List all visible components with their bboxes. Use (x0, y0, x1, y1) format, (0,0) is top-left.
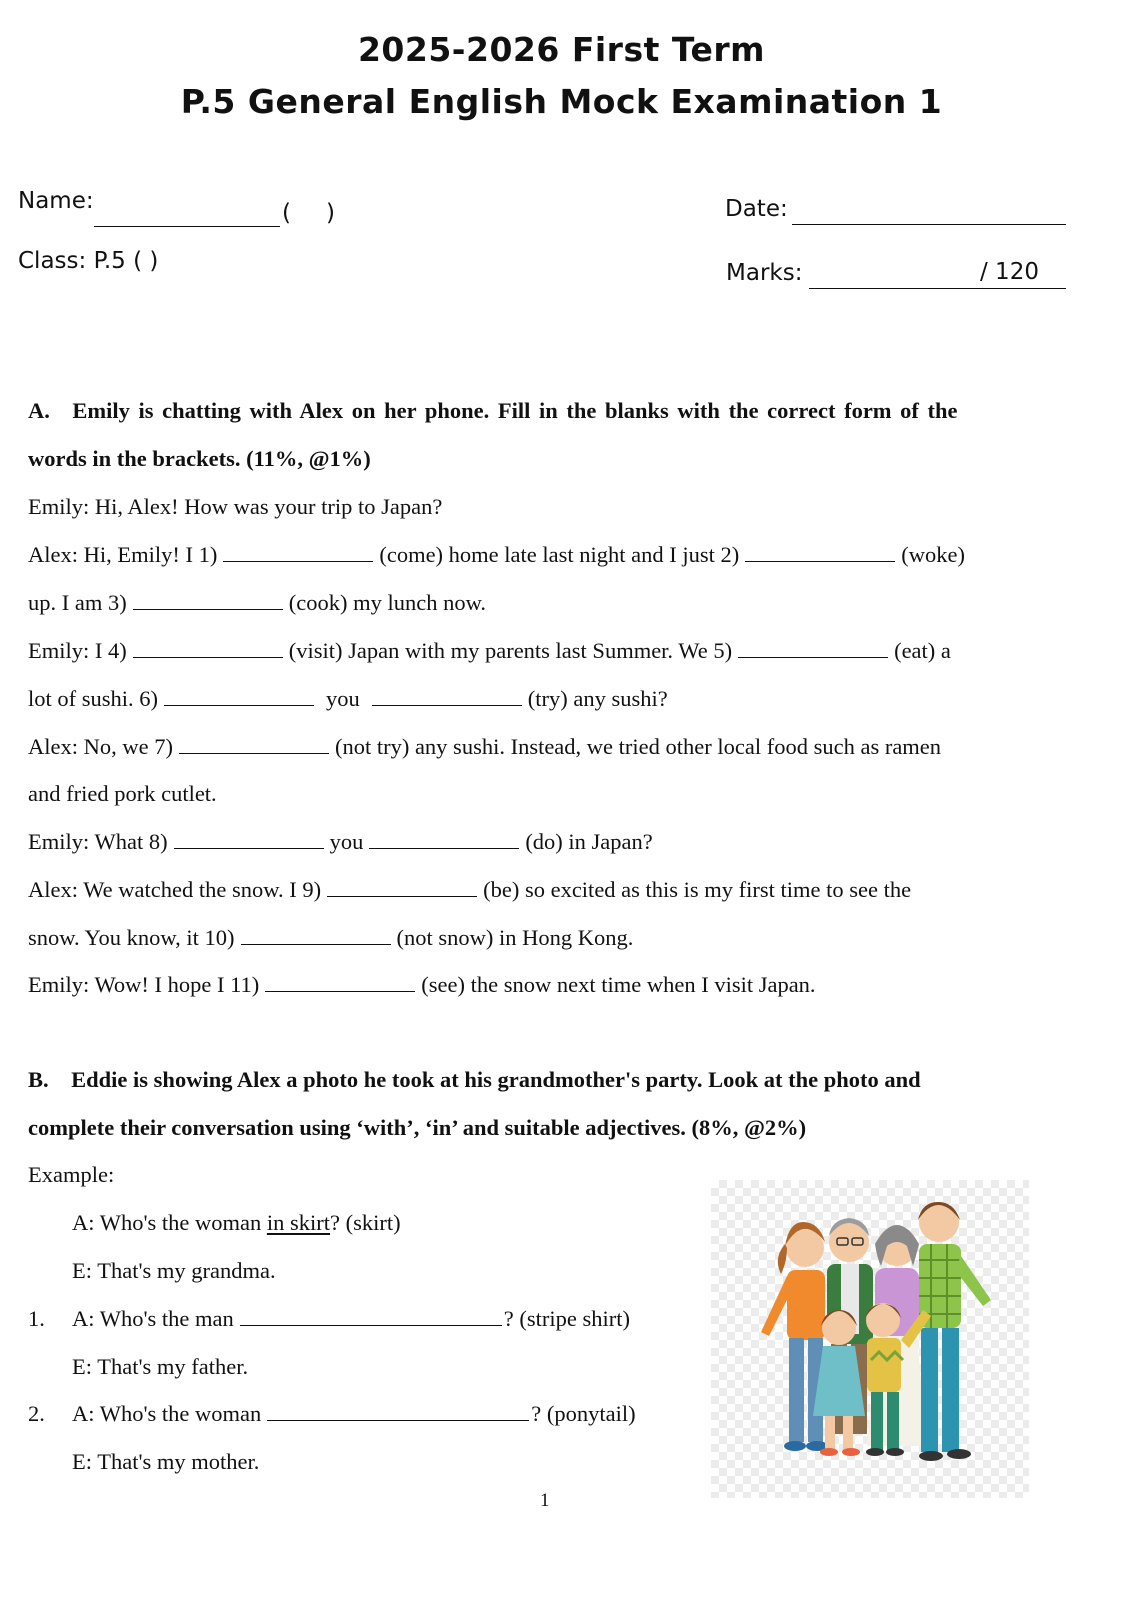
dialogue-line-10: snow. You know, it 10) (not snow) in Hong Kong. (28, 925, 634, 950)
dialogue-line-11: Emily: Wow! I hope I 11) (see) the snow next time when I visit Japan. (28, 972, 816, 997)
blank-8b[interactable] (369, 830, 519, 849)
dialogue-line-4: Emily: I 4) (visit) Japan with my parents last Summer. We 5) (eat) a (28, 638, 951, 663)
section-b-instruction (28, 1067, 921, 1093)
section-a-letter: A. (28, 398, 50, 423)
page-number: 1 (540, 1490, 550, 1511)
question-1-number: 1. (28, 1306, 45, 1331)
dialogue-line-3: up. I am 3) (cook) my lunch now. (28, 590, 486, 615)
date-label: Date: (725, 196, 788, 222)
blank-6a[interactable] (164, 687, 314, 706)
section-b-instruction-line1: Eddie is showing Alex a photo he took at his grandmother's party. Look at the photo and (71, 1067, 921, 1092)
exam-title-line1: 2025-2026 First Term (357, 30, 766, 69)
dialogue-line-7: and fried pork cutlet. (28, 781, 217, 806)
dialogue-line-8: Emily: What 8) you (do) in Japan? (28, 829, 653, 854)
section-a-instruction-line1: Emily is chatting with Alex on her phone. Fill in the blanks with the correct form of the (72, 398, 958, 423)
question-1: A: Who's the man ? (stripe shirt) (72, 1306, 630, 1331)
blank-7[interactable] (179, 735, 329, 754)
example-label: Example: (28, 1162, 115, 1187)
question-1-reply: E: That's my father. (72, 1354, 249, 1379)
father-figure (918, 1202, 991, 1461)
question-2-number: 2. (28, 1401, 45, 1426)
mother-figure (761, 1222, 828, 1451)
name-field[interactable] (94, 200, 280, 232)
section-b-instruction-line2: complete their conversation using ‘with’, ‘in’ and suitable adjectives. (8%, @2%) (28, 1115, 807, 1140)
blank-3[interactable] (133, 591, 283, 610)
example-question: A: Who's the woman in skirt? (skirt) (72, 1210, 401, 1235)
blank-6b[interactable] (372, 687, 522, 706)
name-paren-open: ( (282, 200, 291, 226)
section-b-letter: B. (28, 1067, 49, 1092)
section-a-instruction (28, 398, 1072, 424)
class-label: Class: P.5 ( ) (18, 248, 159, 274)
dialogue-line-2: Alex: Hi, Emily! I 1) (come) home late last night and I just 2) (woke) (28, 542, 965, 567)
example-answer: in skirt (266, 1210, 331, 1235)
family-photo (711, 1180, 1029, 1498)
question-2: A: Who's the woman ? (ponytail) (72, 1401, 636, 1426)
dialogue-line-9: Alex: We watched the snow. I 9) (be) so excited as this is my first time to see the (28, 877, 912, 902)
question-2-reply: E: That's my mother. (72, 1449, 260, 1474)
date-field[interactable] (792, 198, 1066, 230)
marks-label: Marks: (726, 260, 803, 286)
dialogue-line-6: Alex: No, we 7) (not try) any sushi. Instead, we tried other local food such as ramen (28, 734, 942, 759)
blank-5[interactable] (738, 639, 888, 658)
name-paren-close: ) (326, 200, 335, 226)
blank-2[interactable] (745, 543, 895, 562)
exam-title-line2: P.5 General English Mock Examination 1 (180, 82, 943, 121)
answer-blank-1[interactable] (240, 1307, 502, 1326)
blank-11[interactable] (265, 973, 415, 992)
blank-1[interactable] (223, 543, 373, 562)
blank-4[interactable] (133, 639, 283, 658)
blank-8a[interactable] (174, 830, 324, 849)
name-label: Name: (18, 188, 94, 214)
dialogue-line-5: lot of sushi. 6) you (try) any sushi? (28, 686, 668, 711)
dialogue-line-1: Emily: Hi, Alex! How was your trip to Japan? (28, 494, 443, 519)
section-a-instruction-line2: words in the brackets. (11%, @1%) (28, 446, 371, 471)
class-number-field[interactable] (298, 200, 322, 226)
marks-total: / 120 (980, 259, 1039, 285)
answer-blank-2[interactable] (267, 1402, 529, 1421)
blank-9[interactable] (327, 878, 477, 897)
blank-10[interactable] (241, 926, 391, 945)
example-reply: E: That's my grandma. (72, 1258, 276, 1283)
